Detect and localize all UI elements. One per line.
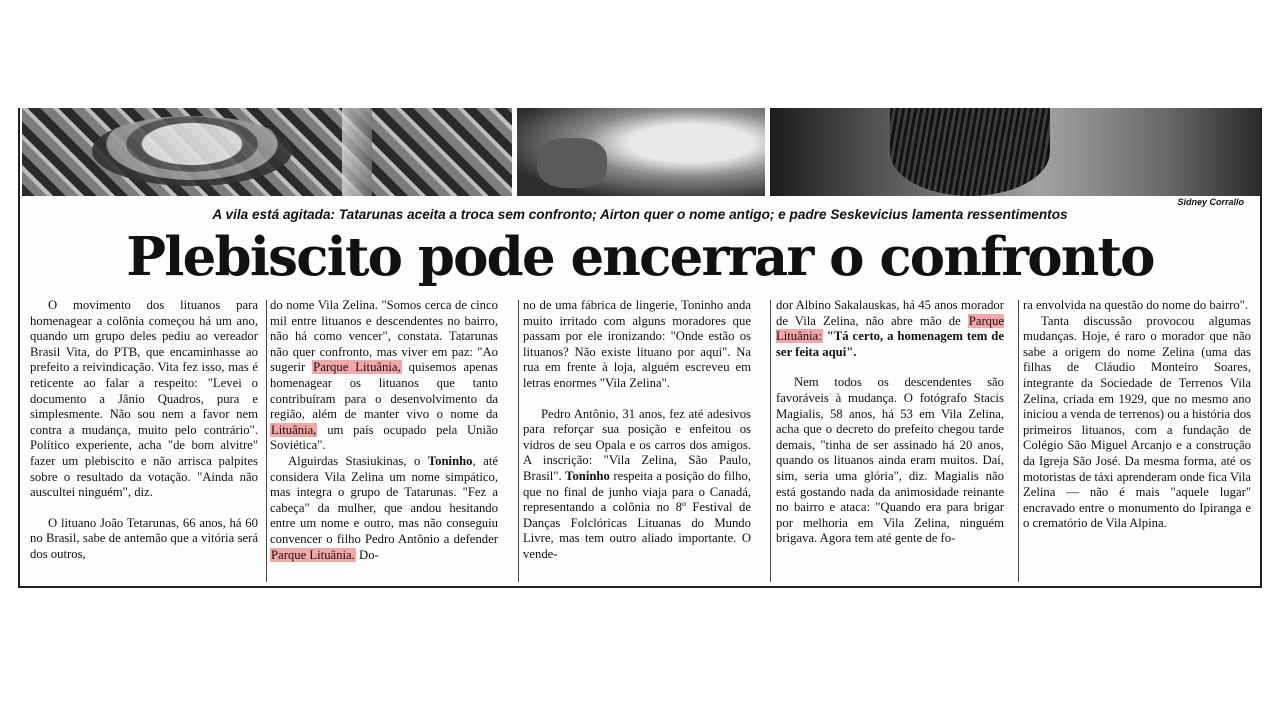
text-run: , até considera Vila Zelina um nome simpático, mas integra o grupo de Tatarunas. "Fez a cabeça" da mulher, que andou hesitando entre um nome e outro, mas não conseguiu convencer o filho Pedro Antônio a defender (270, 453, 498, 546)
text-run: um país ocupado pela União Soviética". (270, 422, 498, 453)
text-run: Do- (355, 547, 379, 562)
photo-strip (20, 108, 1260, 196)
paragraph: Nem todos os descendentes são favoráveis à mudança. O fotógrafo Stacis Magialis, 58 anos, há 53 em Vila Zelina, acha que o decreto do prefeito chegou tarde demais, "tinha de ser assinado há 20 anos, quando os lituanos ainda eram muitos. Daí, sim, seria uma glória", diz. Magialis não está gostando nada da animosidade reinante no bairro e ataca: "Quando era para brigar por melhoria em Vila Zelina, ninguém brigava. Agora tem até gente de fo- (776, 375, 1004, 546)
text-run: do nome Vila Zelina. "Somos cerca de cinco mil entre lituanos e descendentes no bairro, não há como vencer", constata. Tatarunas não quer confronto, mas viver em paz: "Ao sugerir (270, 298, 498, 375)
column-rule (266, 300, 267, 582)
photo-priest-portrait (770, 108, 1260, 196)
text-run: dor Albino Sakalauskas, há 45 anos morador de Vila Zelina, não abre mão de (776, 298, 1004, 328)
hand-shape (537, 138, 607, 188)
paragraph: no de uma fábrica de lingerie, Toninho anda muito irritado com alguns moradores que passam por ele ironizando: "Onde estão os lituanos? Não existe lituano por aqui". Na rua em frente à loja, alguém escreveu em letras enormes "Vila Zelina". (523, 298, 751, 390)
text-run: Pedro Antônio, 31 anos, fez até adesivos para reforçar sua posição e enfeitou os vidros de seu Opala e os carros dos amigos. A inscrição: "Vila Zelina, São Paulo, Brasil". (523, 406, 751, 483)
article-column-3 (523, 298, 751, 584)
highlight-parque-lituania: Parque Lituânia, (313, 360, 401, 375)
paragraph (523, 407, 751, 563)
quote-bold: "Tá certo, a homenagem tem de ser feita aqui". (776, 329, 1004, 359)
highlight-parque-lituania: Parque Lituânia: (776, 313, 1004, 344)
text-run: Alguirdas Stasiukinas, o (288, 453, 428, 468)
kicker-subheadline: A vila está agitada: Tatarunas aceita a troca sem confronto; Airton quer o nome antigo; e padre Seskevicius lamenta ressentimentos (212, 207, 1068, 222)
paragraph: ra envolvida na questão do nome do bairro". (1023, 298, 1249, 312)
photo-credit: Sidney Corrallo (1177, 197, 1244, 207)
name-toninho: Toninho (427, 453, 473, 468)
text-run: respeita a posição do filho, que no final de junho viaja para o Canadá, representando a colônia no 8º Festival de Danças Folclóricas Lituanas do Mundo Livre, mas tem outro aliado importante. O vende- (523, 468, 751, 561)
name-toninho: Toninho (565, 468, 610, 483)
photo-plaza-fountain (22, 108, 512, 196)
paragraph: O lituano João Tetarunas, 66 anos, há 60 no Brasil, sabe de antemão que a vitória será dos outros, (30, 515, 258, 561)
article-body (26, 298, 1256, 584)
column-rule (518, 300, 519, 582)
column-rule (1018, 300, 1019, 582)
highlight-lituania: Lituânia, (271, 422, 317, 437)
headline: Plebiscito pode encerrar o confronto (126, 226, 1154, 288)
lamp-post-shape (342, 108, 372, 196)
highlight-parque-lituania: Parque Lituânia. (271, 547, 355, 562)
article-column-2 (270, 298, 498, 584)
column-rule (770, 300, 771, 582)
fountain-shape (92, 116, 292, 186)
article-column-1 (30, 298, 258, 584)
text-run: quisemos apenas homenagear os lituanos que tanto contribuíram para o desenvolvimento da região, além de manter vivo o nome da (270, 360, 498, 422)
newspaper-clipping (18, 108, 1262, 588)
head-shape (890, 108, 1050, 196)
article-column-5 (1023, 298, 1251, 584)
paragraph (776, 298, 1004, 360)
paragraph (270, 298, 498, 454)
photo-car-interior (517, 108, 765, 196)
paragraph: Tanta discussão provocou algumas mudanças. Hoje, é raro o morador que não sabe a origem do nome Zelina (uma das filhas de Cláudio Monteiro Soares, integrante da Sociedade de Terrenos Vila Zelina, criada em 1929, que no mesmo ano iniciou a venda de terrenos) ou a história dos primeiros lituanos, com a fundação de Colégio São Miguel Arcanjo e a construção da Igreja São José. Da mesma forma, até os motoristas de táxi aprenderam onde fica Vila Zelina — não é mais "aquele lugar" encravado entre o monumento do Ipiranga e o crematório de Vila Alpina. (1023, 313, 1251, 531)
article-column-4 (776, 298, 1004, 584)
paragraph (270, 454, 498, 563)
paragraph: O movimento dos lituanos para homenagear a colônia começou há um ano, quando um grupo deles pediu ao vereador Brasil Vita, do PTB, que encaminhasse ao prefeito a reivindicação. Vita fez isso, mas é reticente ao falar a respeito: "Levei o documento a Jânio Quadros, pura e simplesmente. Não sou nem a favor nem contra a mudança, muito pelo contrário". Político experiente, acha "de bom alvitre" fazer um plebiscito e não arrisca palpites sobre o resultado da votação. "Ainda não auscultei ninguém", diz. (30, 298, 258, 500)
